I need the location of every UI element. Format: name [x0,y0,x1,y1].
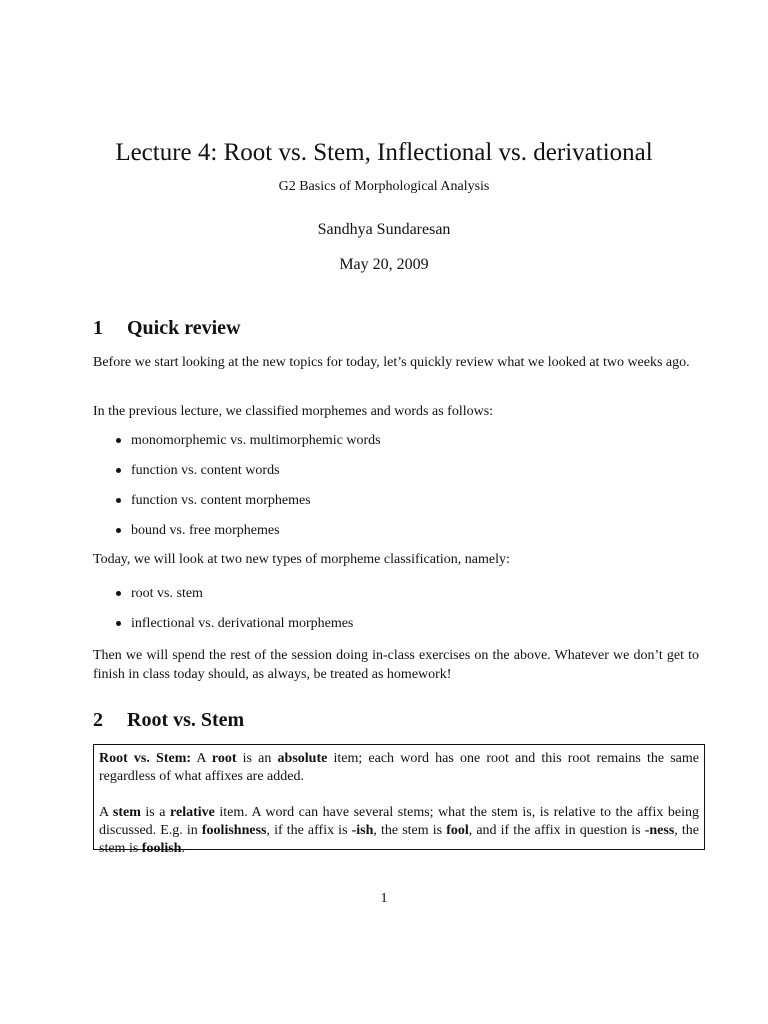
section-1-number: 1 [93,317,103,339]
section-1-heading [93,315,241,341]
list-item: function vs. content words [93,461,699,491]
bullet-icon [116,621,121,626]
bullet-icon [116,438,121,443]
section-1-paragraph-1: Before we start looking at the new topics for today, let’s quickly review what we looked at two weeks ago. [93,355,690,370]
document-title: Lecture 4: Root vs. Stem, Inflectional vs. derivational [115,139,653,166]
section-1-paragraph-4: Then we will spend the rest of the session doing in-class exercises on the above. Whatever we don’t get to finish in class today should, as always, be treated as homework! [93,648,699,682]
section-1-paragraph-2: In the previous lecture, we classified morphemes and words as follows: [93,404,494,419]
list-item: inflectional vs. derivational morphemes [93,614,699,644]
bullet-icon [116,498,121,503]
classification-list-2 [93,584,699,644]
bullet-icon [116,591,121,596]
document-date: May 20, 2009 [339,256,429,273]
classification-list-1 [93,431,699,551]
section-2-heading [93,707,244,733]
list-item: root vs. stem [93,584,699,614]
section-1-title: Quick review [127,317,241,339]
bullet-icon [116,468,121,473]
document-subtitle: G2 Basics of Morphological Analysis [278,179,490,194]
list-item: monomorphemic vs. multimorphemic words [93,431,699,461]
list-item: function vs. content morphemes [93,491,699,521]
page-number: 1 [380,891,388,906]
definition-box [93,744,705,856]
section-2-number: 2 [93,709,103,731]
section-2-title: Root vs. Stem [127,709,245,731]
list-item: bound vs. free morphemes [93,521,699,551]
section-1-paragraph-3: Today, we will look at two new types of morpheme classification, namely: [93,552,510,567]
definition-stem: A stem is a relative item. A word can have several stems; what the stem is, is relative to the affix being discussed. E.g. in foolishness, if the affix is -ish, the stem is fool, and if the affix in question is -ness, the stem is foolish. [99,805,699,856]
author-name: Sandhya Sundaresan [317,221,451,238]
bullet-icon [116,528,121,533]
definition-root: Root vs. Stem: A root is an absolute item; each word has one root and this root remains the same regardless of what affixes are added. [99,751,699,784]
